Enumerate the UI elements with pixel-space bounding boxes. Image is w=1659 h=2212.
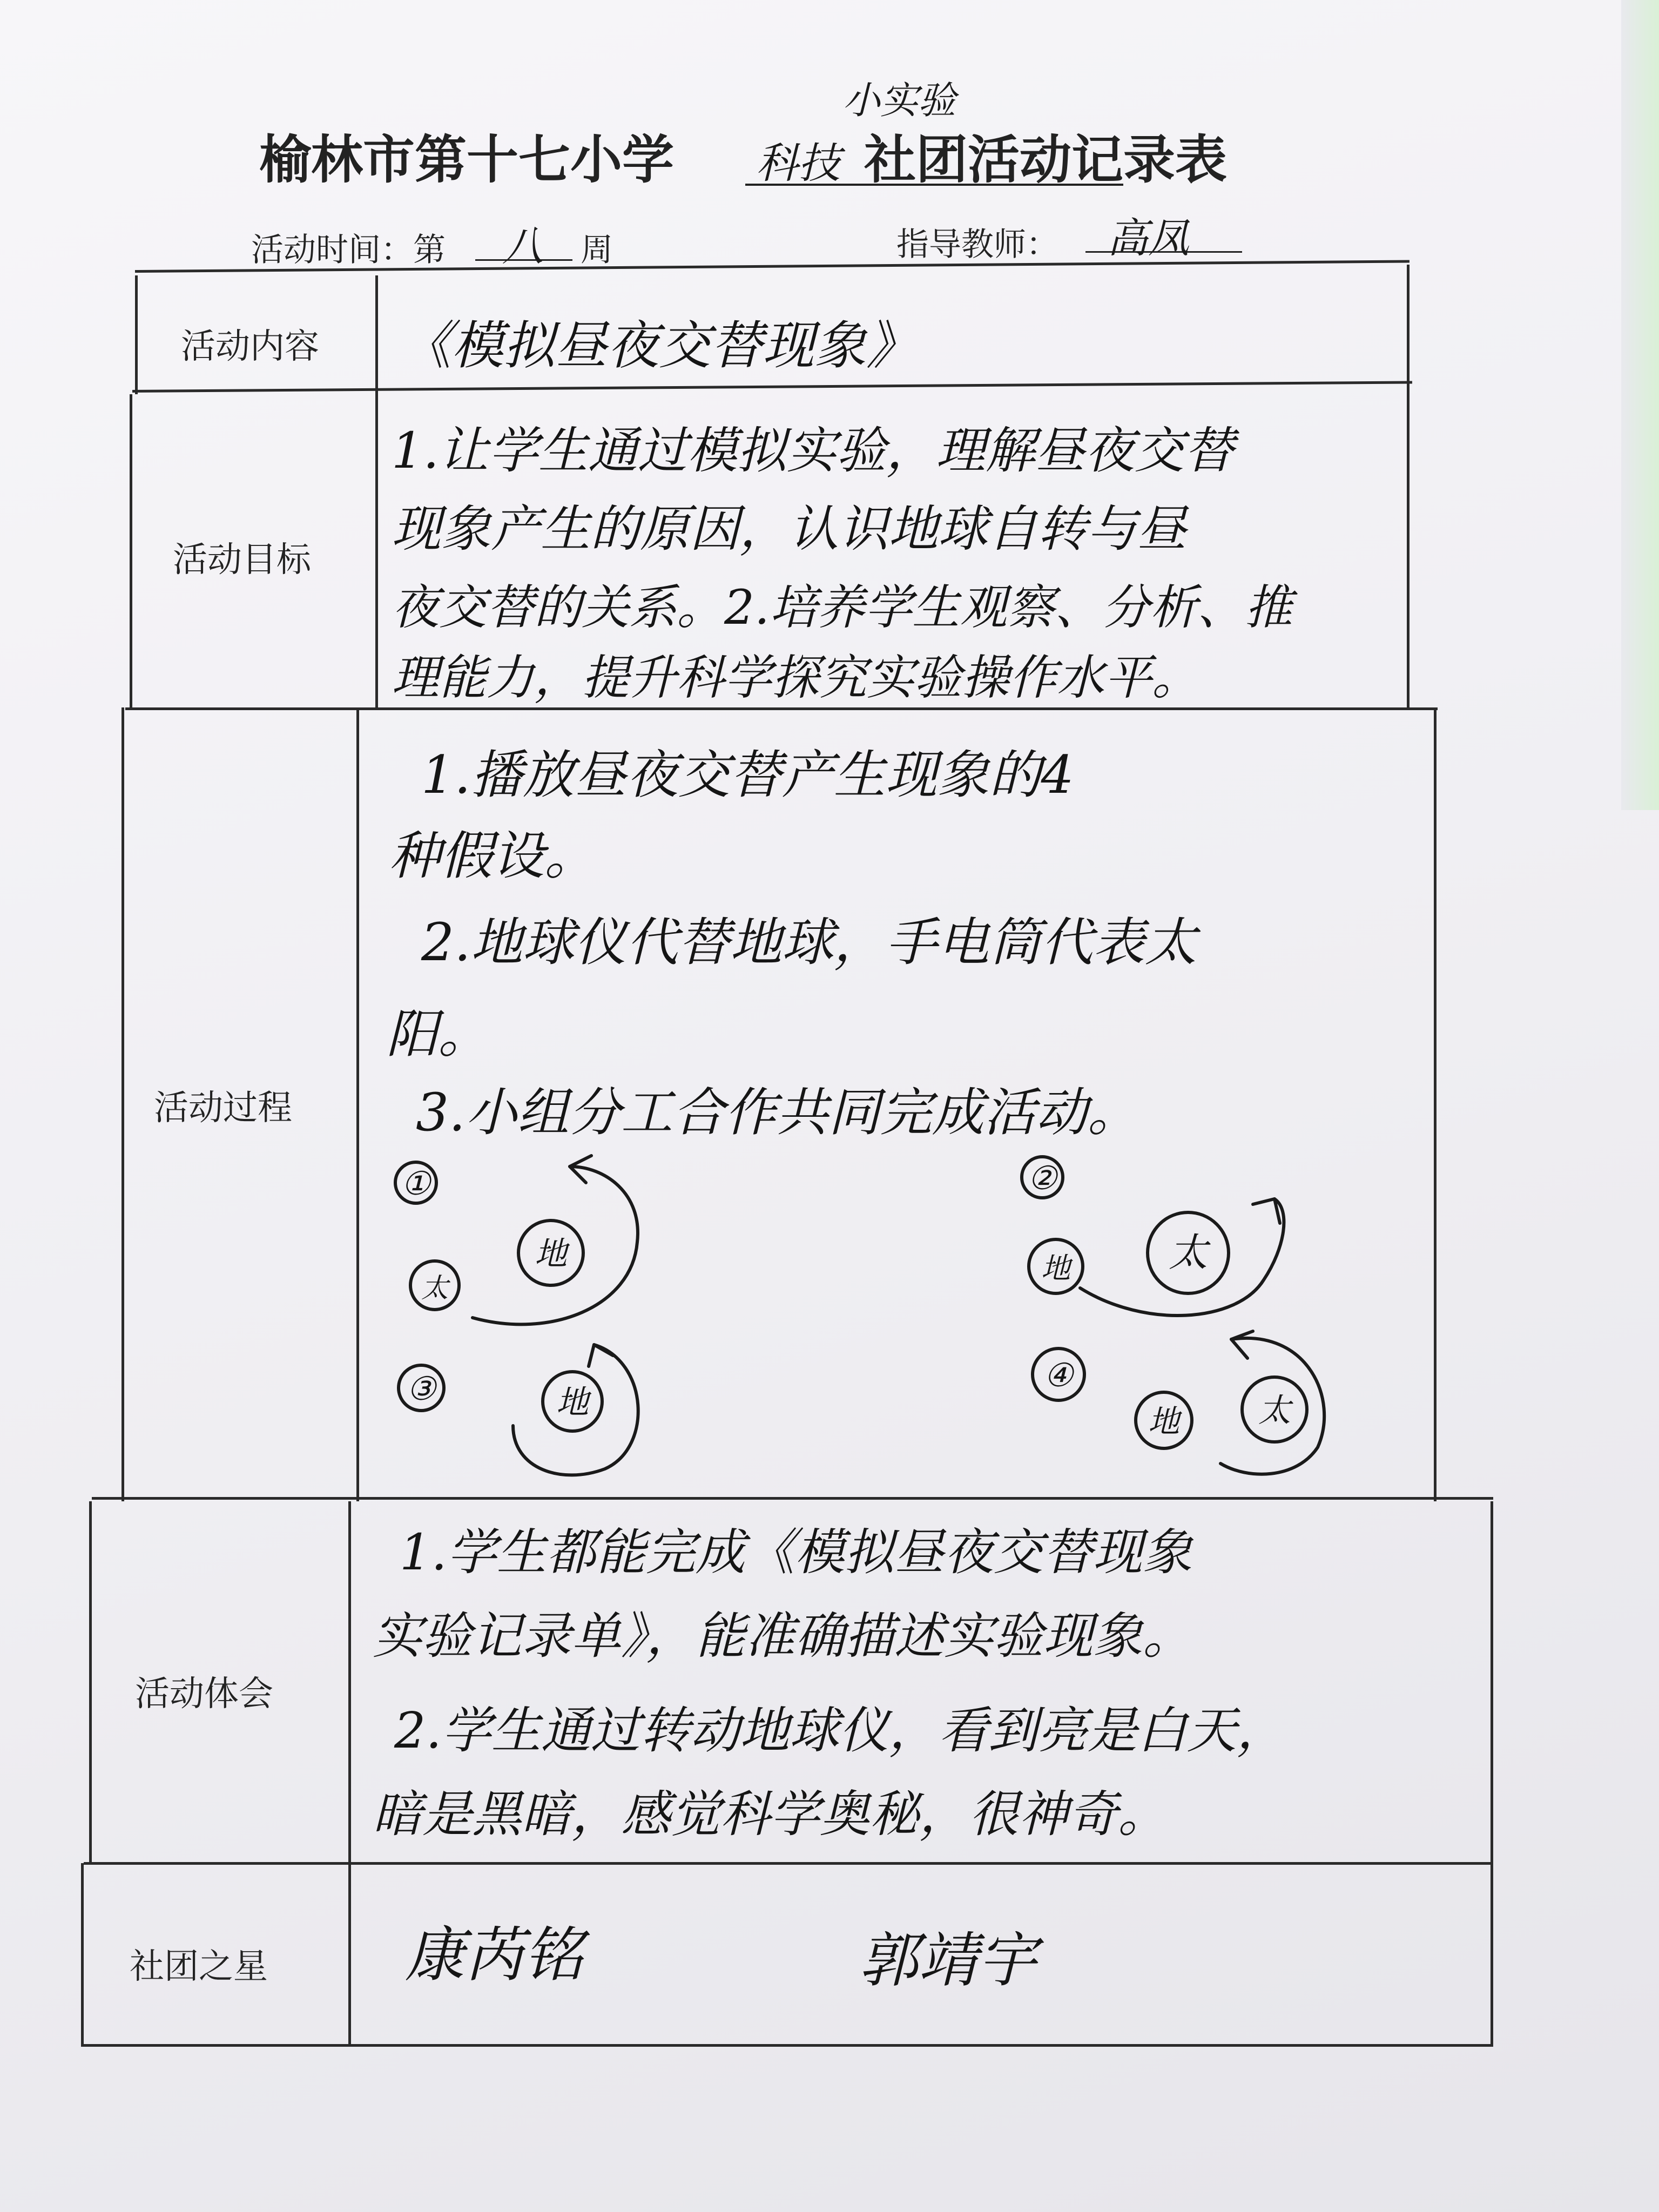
title-suffix: 社团活动记录表 xyxy=(864,130,1227,190)
title-prefix: 榆林市第十七小学 xyxy=(259,130,674,190)
process-line-2: 种假设。 xyxy=(389,826,596,886)
diagram-3-arrowhead xyxy=(589,1345,613,1366)
label-club-star: 社团之星 xyxy=(130,1947,268,1987)
diagram-4-earth-label: 地 xyxy=(1148,1403,1180,1440)
table-border-left-1 xyxy=(135,275,138,394)
process-line-4: 阳。 xyxy=(386,1004,490,1064)
diagram-2-arrowhead xyxy=(1253,1199,1280,1223)
time-label: 活动时间：第 xyxy=(251,231,446,269)
goal-line-4: 理能力，提升科学探究实验操作水平。 xyxy=(392,650,1200,705)
reflection-line-4: 暗是黑暗，感觉科学奥秘，很神奇。 xyxy=(373,1785,1168,1843)
diagram-2-earth-label: 地 xyxy=(1041,1251,1070,1285)
content-line-1: 《模拟昼夜交替现象》 xyxy=(400,315,918,376)
label-activity-goal: 活动目标 xyxy=(173,540,311,580)
goal-line-3: 夜交替的关系。2.培养学生观察、分析、推 xyxy=(392,579,1292,635)
process-line-3: 2.地球仪代替地球，手电筒代表太 xyxy=(421,912,1197,973)
table-divider-1 xyxy=(375,275,378,707)
week-unit: 周 xyxy=(581,231,613,269)
table-border-left-4 xyxy=(89,1501,92,1863)
label-activity-process: 活动过程 xyxy=(154,1088,292,1128)
reflection-line-3: 2.学生通过转动地球仪，看到亮是白天， xyxy=(394,1702,1286,1759)
club-star-name-2: 郭靖宇 xyxy=(859,1926,1037,1995)
goal-line-1: 1.让学生通过模拟实验，理解昼夜交替 xyxy=(392,422,1234,480)
diagram-1-number: ① xyxy=(401,1165,430,1203)
diagram-4-number: ④ xyxy=(1044,1357,1073,1394)
table-rule-3 xyxy=(92,1497,1493,1500)
table-border-right-2 xyxy=(1434,707,1437,1501)
table-divider-3 xyxy=(348,1501,351,2047)
club-star-name-1: 康芮铭 xyxy=(405,1920,583,1990)
diagram-4-arrowhead xyxy=(1231,1331,1253,1358)
goal-line-2: 现象产生的原因，认识地球自转与昼 xyxy=(392,500,1187,558)
process-line-5: 3.小组分工合作共同完成活动。 xyxy=(416,1082,1139,1143)
table-rule-bottom xyxy=(81,2044,1493,2047)
reflection-line-1: 1.学生都能完成《模拟昼夜交替现象 xyxy=(400,1523,1192,1581)
diagram-1-sun-label: 太 xyxy=(421,1272,448,1304)
title-handwritten-insert: 小实验 xyxy=(842,78,956,123)
form-title xyxy=(259,78,1328,190)
diagram-1-earth-label: 地 xyxy=(535,1235,567,1273)
teacher-label: 指导教师： xyxy=(896,226,1058,264)
reflection-line-2: 实验记录单》，能准确描述实验现象。 xyxy=(373,1607,1193,1665)
diagram-2-number: ② xyxy=(1028,1159,1057,1197)
label-activity-reflection: 活动体会 xyxy=(135,1674,273,1714)
week-value: 八 xyxy=(502,222,543,270)
label-activity-content: 活动内容 xyxy=(181,327,319,367)
table-border-right-3 xyxy=(1491,1501,1493,2047)
table-border-left-5 xyxy=(81,1863,84,2047)
earth-sun-sketches xyxy=(378,1145,1404,1491)
process-line-1: 1.播放昼夜交替产生现象的4 xyxy=(421,745,1074,805)
table-divider-2 xyxy=(356,707,359,1501)
diagram-4-sun-label: 太 xyxy=(1258,1392,1291,1429)
teacher-value: 高凤 xyxy=(1107,214,1189,262)
table-rule-4 xyxy=(84,1862,1493,1865)
diagram-3-earth-label: 地 xyxy=(556,1384,589,1421)
table-border-right-1 xyxy=(1407,265,1410,707)
background-edge xyxy=(1621,0,1659,810)
diagram-2-sun-label: 太 xyxy=(1168,1230,1208,1275)
table-border-left-2 xyxy=(130,394,132,707)
table-border-left-3 xyxy=(122,707,124,1501)
title-handwritten-fill: 科技 xyxy=(756,139,841,188)
diagram-3-number: ③ xyxy=(407,1370,436,1408)
